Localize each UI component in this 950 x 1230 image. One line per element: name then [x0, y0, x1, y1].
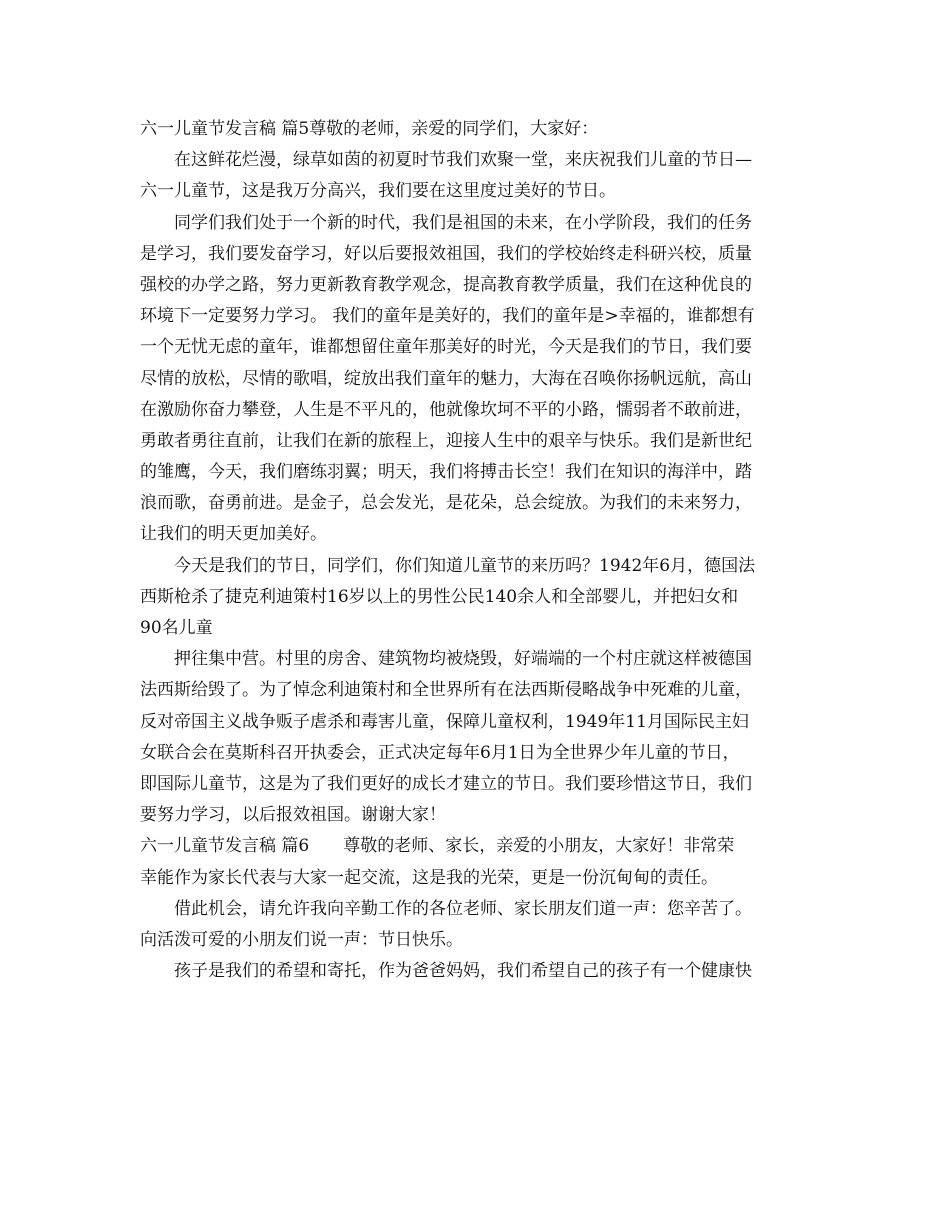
paragraph-line: 女联合会在莫斯科召开执委会，正式决定每年6月1日为全世界少年儿童的节日，	[140, 742, 740, 763]
paragraph-line: 同学们我们处于一个新的时代，我们是祖国的未来，在小学阶段，我们的任务	[174, 212, 752, 233]
paragraph-line: 是学习，我们要发奋学习，好以后要报效祖国，我们的学校始终走科研兴校，质量	[140, 243, 752, 264]
paragraph-line: 强校的办学之路，努力更新教育教学观念，提高教育教学质量，我们在这种优良的	[140, 274, 752, 295]
paragraph-line: 幸能作为家长代表与大家一起交流，这是我的光荣，更是一份沉甸甸的责任。	[140, 867, 718, 888]
paragraph-line: 一个无忧无虑的童年，谁都想留住童年那美好的时光，今天是我们的节日，我们要	[140, 337, 752, 358]
paragraph-line: 在这鲜花烂漫，绿草如茵的初夏时节我们欢聚一堂，来庆祝我们儿童的节日—	[174, 150, 752, 171]
paragraph-line: 让我们的明天更加美好。	[140, 524, 327, 545]
paragraph-line: 即国际儿童节，这是为了我们更好的成长才建立的节日。我们要珍惜这节日，我们	[140, 773, 752, 794]
paragraph-line: 法西斯给毁了。为了悼念利迪策村和全世界所有在法西斯侵略战争中死难的儿童，	[140, 680, 752, 701]
paragraph-line: 的雏鹰，今天，我们磨练羽翼；明天，我们将搏击长空！我们在知识的海洋中，踏	[140, 462, 752, 483]
paragraph-line: 今天是我们的节日，同学们，你们知道儿童节的来历吗？1942年6月，德国法	[174, 555, 756, 576]
paragraph-line: 在激励你奋力攀登，人生是不平凡的，他就像坎坷不平的小路，懦弱者不敢前进，	[140, 399, 752, 420]
speech-heading-6: 六一儿童节发言稿 篇6 尊敬的老师、家长，亲爱的小朋友，大家好！非常荣	[140, 836, 735, 857]
paragraph-line: 西斯枪杀了捷克利迪策村16岁以上的男性公民140余人和全部婴儿，并把妇女和	[140, 586, 739, 607]
paragraph-line: 尽情的放松，尽情的歌唱，绽放出我们童年的魅力，大海在召唤你扬帆远航，高山	[140, 368, 752, 389]
paragraph-line: 环境下一定要努力学习。 我们的童年是美好的，我们的童年是>幸福的，谁都想有	[140, 306, 755, 327]
paragraph-line: 借此机会，请允许我向辛勤工作的各位老师、家长朋友们道一声：您辛苦了。	[174, 898, 752, 919]
paragraph-line: 90名儿童	[140, 618, 213, 638]
paragraph-line: 反对帝国主义战争贩子虐杀和毒害儿童，保障儿童权利，1949年11月国际民主妇	[140, 711, 749, 732]
paragraph-line: 六一儿童节，这是我万分高兴，我们要在这里度过美好的节日。	[140, 181, 616, 202]
paragraph-line: 押往集中营。村里的房舍、建筑物均被烧毁，好端端的一个村庄就这样被德国	[174, 649, 752, 670]
speech-heading-5: 六一儿童节发言稿 篇5尊敬的老师，亲爱的同学们，大家好：	[140, 119, 599, 139]
document-body	[140, 114, 815, 987]
paragraph-line: 向活泼可爱的小朋友们说一声：节日快乐。	[140, 929, 463, 950]
paragraph-line: 孩子是我们的希望和寄托，作为爸爸妈妈，我们希望自己的孩子有一个健康快	[174, 961, 752, 982]
paragraph-line: 要努力学习，以后报效祖国。谢谢大家！	[140, 805, 446, 826]
paragraph-line: 浪而歌，奋勇前进。是金子，总会发光，是花朵，总会绽放。为我们的未来努力，	[140, 493, 752, 514]
paragraph-line: 勇敢者勇往直前，让我们在新的旅程上，迎接人生中的艰辛与快乐。我们是新世纪	[140, 430, 752, 451]
